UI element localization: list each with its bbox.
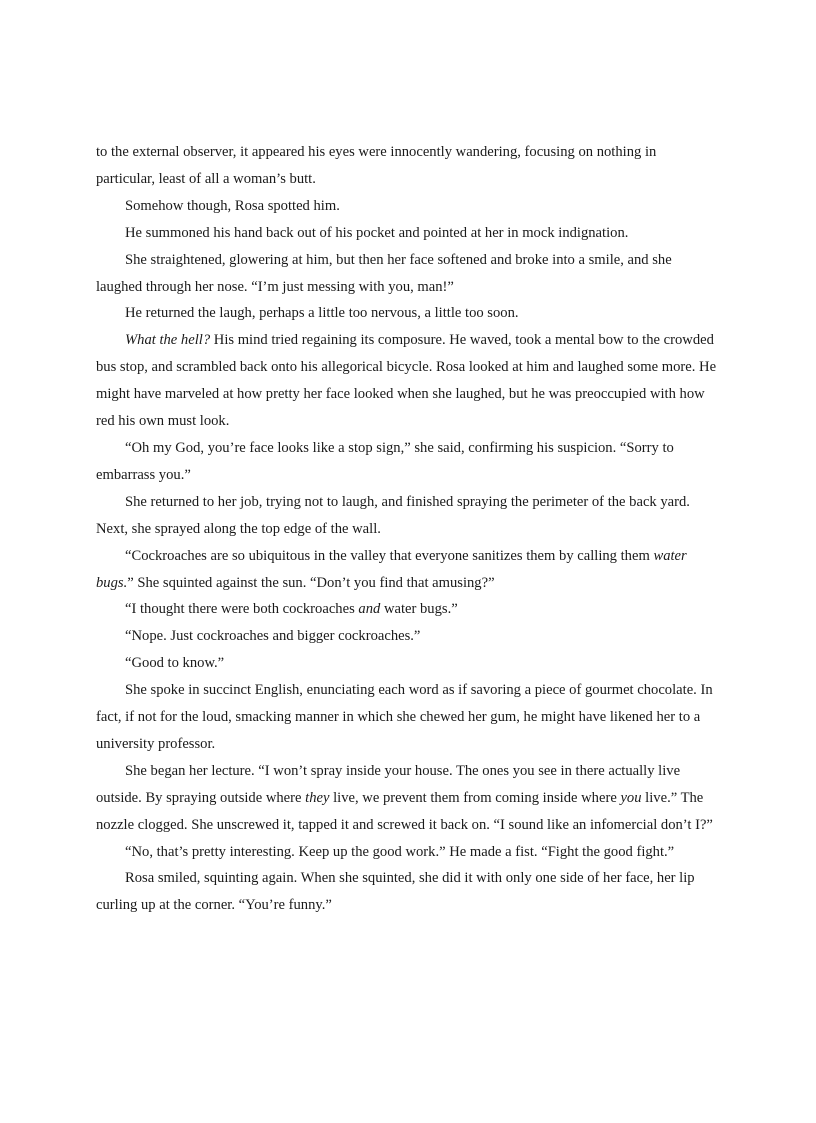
- paragraph: [96, 300, 718, 327]
- italic-text: they: [305, 789, 330, 806]
- paragraph: [96, 623, 718, 650]
- paragraph-text: to the external observer, it appeared his eyes were innocently wandering, focusing on nothing in particular, least of all a woman’s butt.: [96, 144, 657, 187]
- paragraph-text: “I thought there were both cockroaches: [125, 601, 359, 618]
- paragraph-text: live.” The nozzle clogged. She unscrewed it, tapped it and screwed it back on. “I sound like an infomercial don’t I?”: [96, 789, 713, 833]
- paragraph-text: “Nope. Just cockroaches and bigger cockroaches.”: [125, 628, 421, 645]
- paragraph-text: She returned to her job, trying not to laugh, and finished spraying the perimeter of the back yard. Next, she sprayed along the top edge of the wall.: [96, 493, 690, 537]
- paragraph-text: She straightened, glowering at him, but then her face softened and broke into a smile, and she laughed through her nose. “I’m just messing with you, man!”: [96, 251, 672, 295]
- paragraph-text: Somehow though, Rosa spotted him.: [125, 197, 340, 214]
- paragraph-text: His mind tried regaining its composure. He waved, took a mental bow to the crowded bus stop, and scrambled back onto his allegorical bicycle. Rosa looked at him and laughed some more. He might have marveled at how pretty her face looked when she laughed, but he was preoccupied with how red his own must look.: [96, 332, 717, 430]
- paragraph: [96, 220, 718, 247]
- paragraph: [96, 677, 718, 758]
- paragraph: [96, 865, 718, 919]
- paragraph-text: She began her lecture. “I won’t spray inside your house. The ones you see in there actually live outside. By spraying outside where: [96, 762, 681, 806]
- paragraph-text: “Cockroaches are so ubiquitous in the valley that everyone sanitizes them by calling them: [125, 547, 654, 564]
- paragraph-text: He returned the laugh, perhaps a little too nervous, a little too soon.: [125, 305, 519, 322]
- paragraph-text: “Oh my God, you’re face looks like a stop sign,” she said, confirming his suspicion. “Sorry to embarrass you.”: [96, 439, 674, 483]
- paragraph: [96, 435, 718, 489]
- paragraph-text: He summoned his hand back out of his pocket and pointed at her in mock indignation.: [125, 224, 629, 241]
- paragraph-text: live, we prevent them from coming inside where: [329, 789, 621, 806]
- paragraph: [96, 650, 718, 677]
- paragraph-text: She spoke in succinct English, enunciating each word as if savoring a piece of gourmet chocolate. In fact, if not for the loud, smacking manner in which she chewed her gum, he might have likened her to a university professor.: [96, 682, 713, 752]
- italic-text: What the hell?: [125, 332, 211, 349]
- paragraph-text: water bugs.”: [380, 601, 458, 618]
- italic-text: you: [620, 789, 642, 806]
- paragraph: [96, 247, 718, 301]
- paragraph: [96, 839, 718, 866]
- italic-text: water bugs.: [96, 547, 687, 591]
- paragraph: [96, 139, 718, 193]
- paragraph: [96, 193, 718, 220]
- paragraph-text: Rosa smiled, squinting again. When she squinted, she did it with only one side of her face, her lip curling up at the corner. “You’re funny.”: [96, 870, 695, 914]
- italic-text: and: [358, 601, 381, 618]
- paragraph: [96, 327, 718, 435]
- paragraph-text: “No, that’s pretty interesting. Keep up the good work.” He made a fist. “Fight the good fight.”: [125, 843, 675, 860]
- paragraph-text: ” She squinted against the sun. “Don’t you find that amusing?”: [127, 574, 495, 591]
- paragraph-text: “Good to know.”: [125, 655, 225, 672]
- paragraph: [96, 758, 718, 839]
- paragraph: [96, 489, 718, 543]
- paragraph: [96, 596, 718, 623]
- paragraph: [96, 543, 718, 597]
- document-page: [96, 139, 718, 919]
